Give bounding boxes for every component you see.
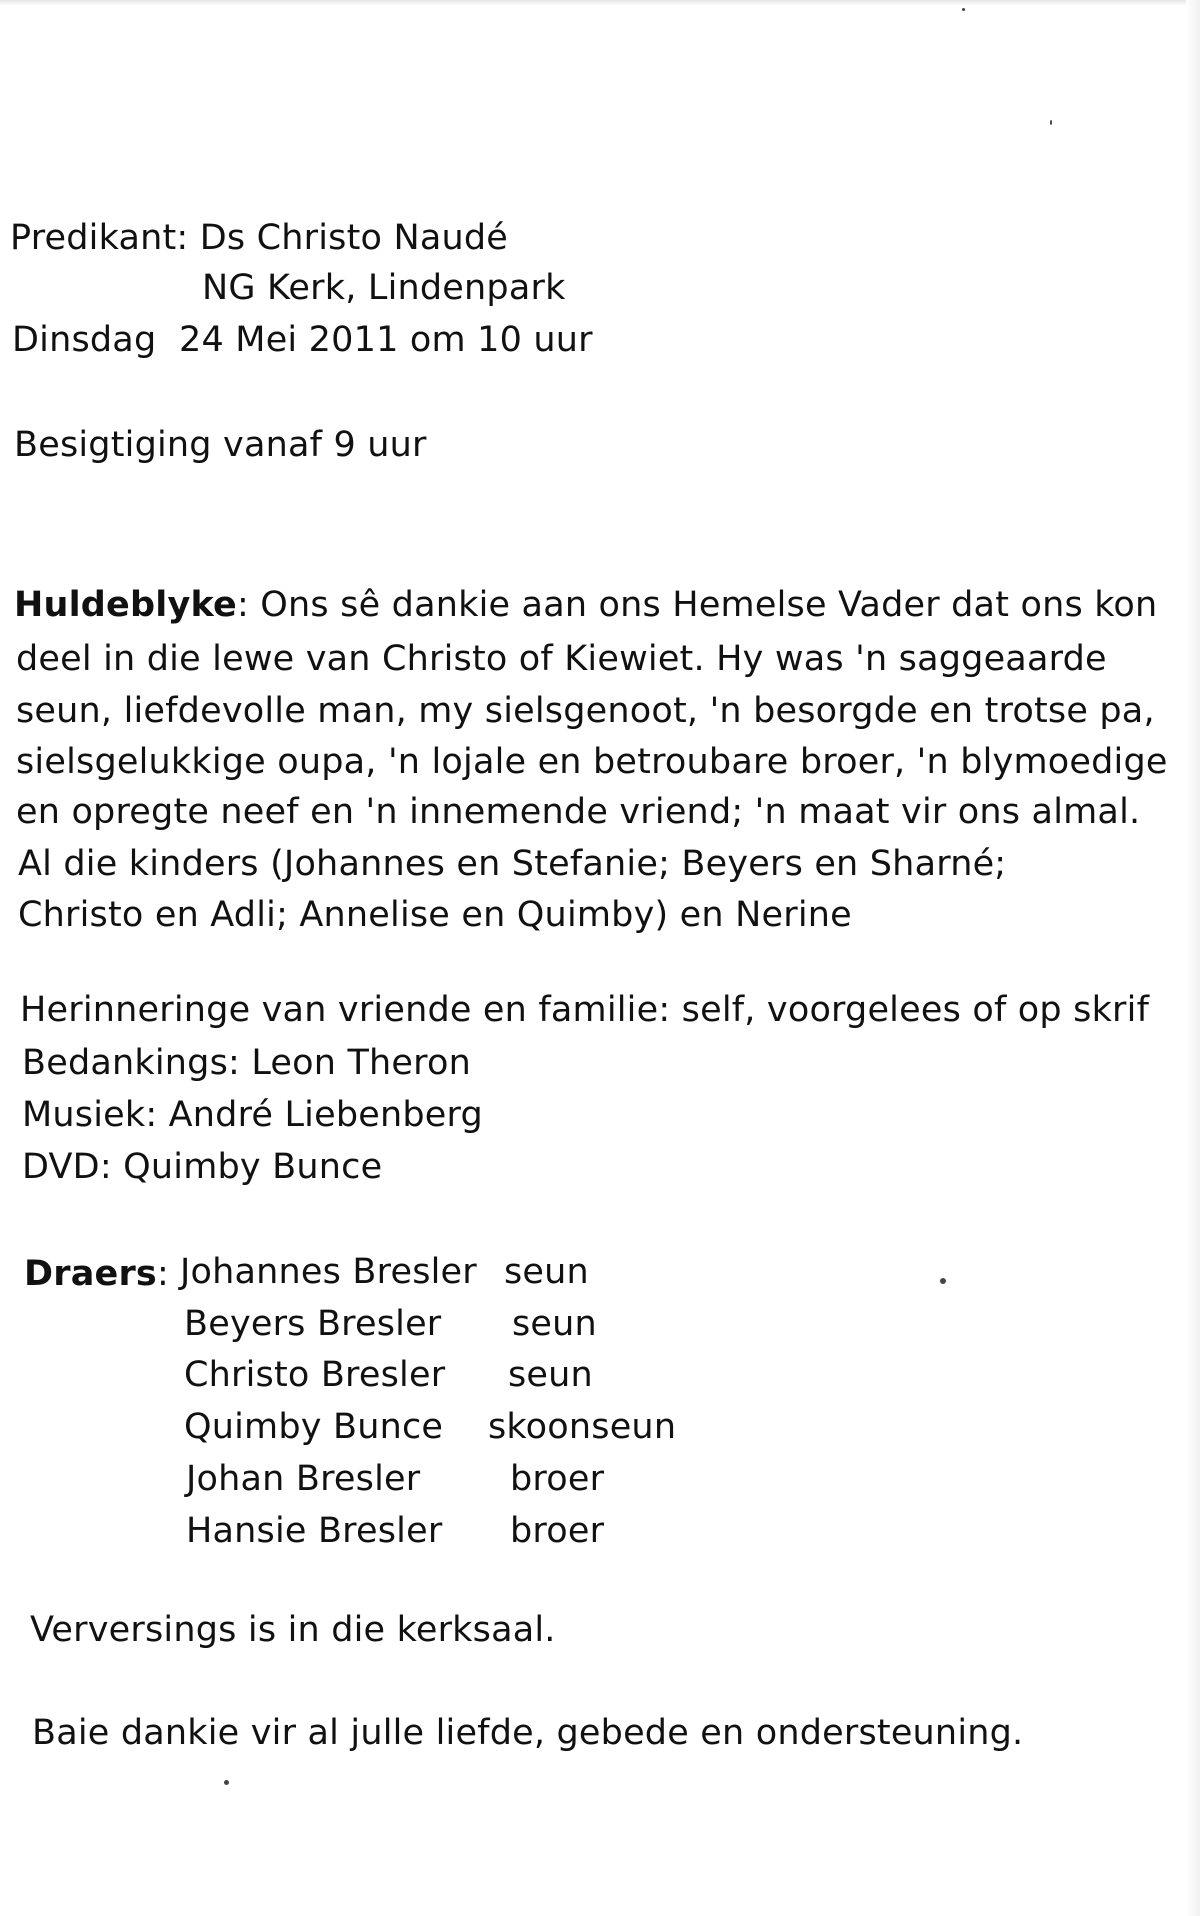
scan-top-edge [0,0,1200,6]
closing-thanks-line: Baie dankie vir al julle liefde, gebede en ondersteuning. [32,1713,1024,1753]
bearer-relation: seun [508,1355,593,1395]
bearers-colon: : [156,1254,169,1294]
bearer-name: Quimby Bunce [184,1407,444,1447]
bearer-name: Johannes Bresler [180,1252,477,1292]
tribute-colon: : [236,585,249,625]
thanks-giver-line: Bedankings: Leon Theron [22,1043,471,1083]
scan-speck [940,1278,946,1284]
refreshments-line: Verversings is in die kerksaal. [30,1610,556,1650]
music-line: Musiek: André Liebenberg [22,1095,483,1135]
predikant-label: Predikant: [10,218,189,258]
bearer-relation: seun [512,1304,597,1344]
tribute-label: Huldeblyke [14,585,237,625]
bearers-label-line [24,1252,169,1296]
viewing-line: Besigtiging vanaf 9 uur [14,425,427,465]
bearer-name: Beyers Bresler [184,1304,442,1344]
bearer-name: Christo Bresler [184,1355,446,1395]
scan-speck [1050,120,1052,125]
dvd-line: DVD: Quimby Bunce [22,1147,383,1187]
tribute-line-5: en opregte neef en 'n innemende vriend; 'n maat vir ons almal. [16,792,1141,832]
memories-line: Herinneringe van vriende en familie: self, voorgelees of op skrif [20,990,1150,1030]
date-day: Dinsdag [12,320,157,360]
bearer-relation: broer [510,1459,605,1499]
tribute-line-3: seun, liefdevolle man, my sielsgenoot, 'n besorgde en trotse pa, [16,691,1155,731]
tribute-line-4: sielsgelukkige oupa, 'n lojale en betroubare broer, 'n blymoedige [16,742,1168,782]
scan-speck [224,1780,229,1785]
predikant-name: Ds Christo Naudé [199,218,509,258]
bearer-relation: seun [504,1252,589,1292]
tribute-line-6: Al die kinders (Johannes en Stefanie; Beyers en Sharné; [18,844,1007,884]
tribute-line-1 [14,583,1157,627]
tribute-text-1: Ons sê dankie aan ons Hemelse Vader dat ons kon [260,585,1158,625]
bearer-relation: skoonseun [488,1407,677,1447]
scan-speck [962,8,965,11]
date-time: 24 Mei 2011 om 10 uur [179,320,593,360]
tribute-line-2: deel in die lewe van Christo of Kiewiet. Hy was 'n saggeaarde [16,639,1107,679]
predikant-line [10,216,508,260]
bearers-label: Draers [24,1254,157,1294]
tribute-line-7: Christo en Adli; Annelise en Quimby) en Nerine [18,895,852,935]
bearer-relation: broer [510,1511,605,1551]
bearer-name: Hansie Bresler [186,1511,443,1551]
bearer-name: Johan Bresler [186,1459,421,1499]
scan-right-edge [1186,0,1200,1916]
date-line [12,318,593,362]
church-line: NG Kerk, Lindenpark [202,268,566,308]
